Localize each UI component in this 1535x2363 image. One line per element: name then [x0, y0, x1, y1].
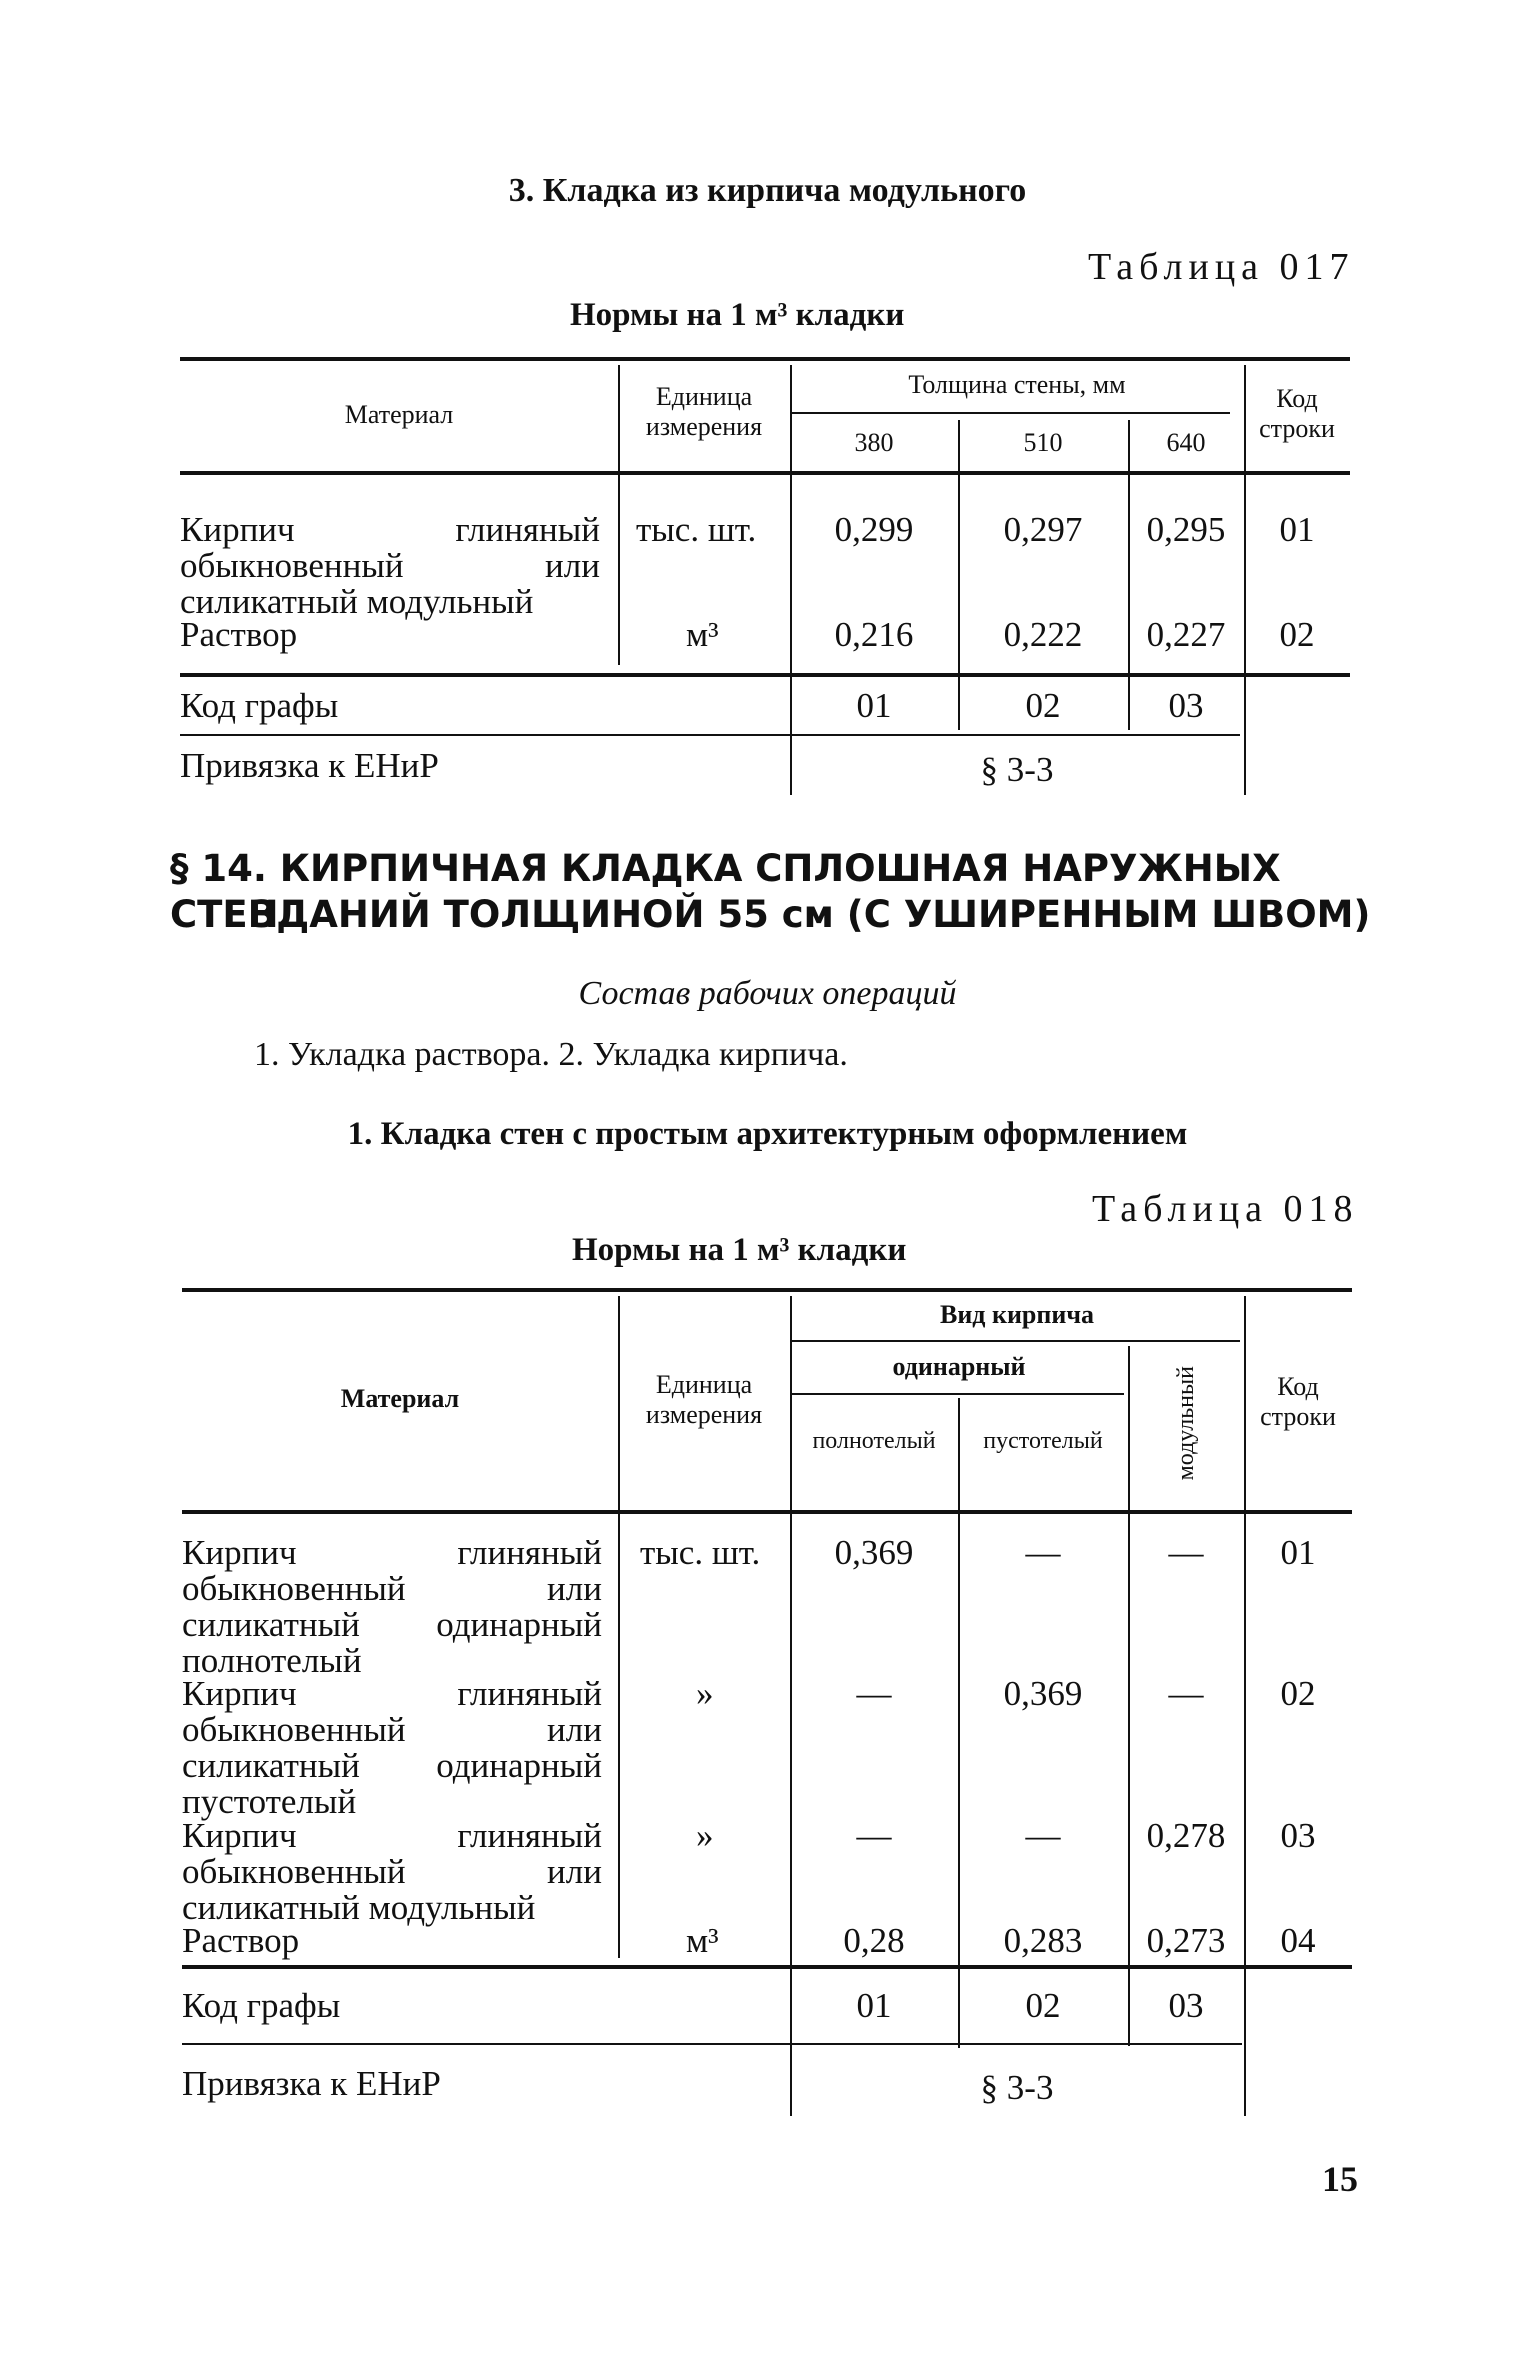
table-018-label: Таблица 018 [1092, 1188, 1359, 1230]
graph-code: 02 [1025, 1986, 1061, 2025]
header-material: Материал [340, 1384, 460, 1413]
paragraph-title-line1: § 14. КИРПИЧНАЯ КЛАДКА СПЛОШНАЯ НАРУЖНЫХ СТЕН [170, 847, 1281, 936]
table-row-unit: » [696, 1674, 714, 1713]
paragraph-title-line2: ЗДАНИЙ ТОЛЩИНОЙ 55 см (С УШИРЕННЫМ ШВОМ) [250, 893, 1371, 936]
table-row-value: 0,369 [834, 1533, 914, 1572]
enir-label: Привязка к ЕНиР [180, 746, 439, 785]
graph-code-label: Код графы [180, 686, 339, 725]
table-row-value: 0,278 [1146, 1816, 1226, 1855]
table-row-value: 0,283 [1003, 1921, 1083, 1960]
header-380: 380 [854, 428, 894, 457]
table-row-code: 02 [1279, 615, 1315, 654]
header-brick-type: Вид кирпича [939, 1300, 1095, 1329]
enir-value: § 3-3 [980, 750, 1054, 789]
table-row-value: 0,295 [1146, 510, 1226, 549]
table-row-unit: м³ [686, 1921, 719, 1960]
table-row-value: — [1168, 1674, 1204, 1713]
table-row-value: 0,299 [834, 510, 914, 549]
table-row-value: — [856, 1674, 892, 1713]
table-row-unit: тыс. шт. [636, 510, 757, 549]
header-hollow: пустотелый [983, 1428, 1103, 1454]
header-unit: Единица измерения [645, 382, 763, 441]
header-code: Код строки [1259, 384, 1335, 443]
table-row-value: 0,28 [843, 1921, 905, 1960]
header-510: 510 [1023, 428, 1063, 457]
subsection-title: 1. Кладка стен с простым архитектурным оформлением [347, 1116, 1188, 1152]
header-thickness: Толщина стены, мм [908, 370, 1126, 399]
ops-heading: Состав рабочих операций [578, 975, 957, 1012]
table-row-material: Кирпич глиняный обыкновенный или силикатный одинарный пустотелый [182, 1674, 602, 1821]
table-row-value: — [1168, 1533, 1204, 1572]
table-row-material: Кирпич глиняный обыкновенный или силикатный одинарный полнотелый [182, 1533, 602, 1680]
table-row-material: Кирпич глиняный обыкновенный или силикатный модульный [180, 510, 600, 621]
table-row-unit: » [696, 1816, 714, 1855]
header-modular: модульный [1172, 1366, 1199, 1481]
table-row-value: 0,222 [1003, 615, 1083, 654]
table-row-code: 01 [1280, 1533, 1316, 1572]
table-row-material: Раствор [182, 1921, 300, 1960]
page-number: 15 [1322, 2159, 1358, 2199]
table-row-value: 0,273 [1146, 1921, 1226, 1960]
ops-text: 1. Укладка раствора. 2. Укладка кирпича. [254, 1036, 848, 1073]
table-row-unit: тыс. шт. [640, 1533, 761, 1572]
graph-code: 03 [1168, 686, 1204, 725]
graph-code: 03 [1168, 1986, 1204, 2025]
table-row-value: — [856, 1816, 892, 1855]
table-row-code: 04 [1280, 1921, 1316, 1960]
graph-code-label: Код графы [182, 1986, 341, 2025]
graph-code: 01 [856, 686, 892, 725]
table-row-material: Раствор [180, 615, 298, 654]
table-row-value: 0,216 [834, 615, 914, 654]
table-row-unit: м³ [686, 615, 719, 654]
table-row-value: — [1025, 1816, 1061, 1855]
table-row-value: — [1025, 1533, 1061, 1572]
table-row-code: 02 [1280, 1674, 1316, 1713]
header-640: 640 [1166, 428, 1206, 457]
table-row-value: 0,297 [1003, 510, 1083, 549]
graph-code: 02 [1025, 686, 1061, 725]
section-title: 3. Кладка из кирпича модульного [508, 172, 1027, 209]
header-solid: полнотелый [812, 1428, 936, 1454]
graph-code: 01 [856, 1986, 892, 2025]
table-017-label: Таблица 017 [1088, 246, 1355, 288]
enir-value: § 3-3 [980, 2068, 1054, 2107]
table-row-code: 01 [1279, 510, 1315, 549]
table-row-code: 03 [1280, 1816, 1316, 1855]
header-material: Материал [344, 400, 454, 429]
table-018-norms: Нормы на 1 м³ кладки [572, 1232, 907, 1268]
header-unit: Единица измерения [645, 1370, 763, 1429]
table-row-value: 0,369 [1003, 1674, 1083, 1713]
table-017-norms: Нормы на 1 м³ кладки [570, 297, 905, 333]
header-single: одинарный [892, 1352, 1026, 1381]
enir-label: Привязка к ЕНиР [182, 2064, 441, 2103]
header-code: Код строки [1260, 1372, 1336, 1431]
table-row-material: Кирпич глиняный обыкновенный или силикатный модульный [182, 1816, 602, 1927]
table-row-value: 0,227 [1146, 615, 1226, 654]
